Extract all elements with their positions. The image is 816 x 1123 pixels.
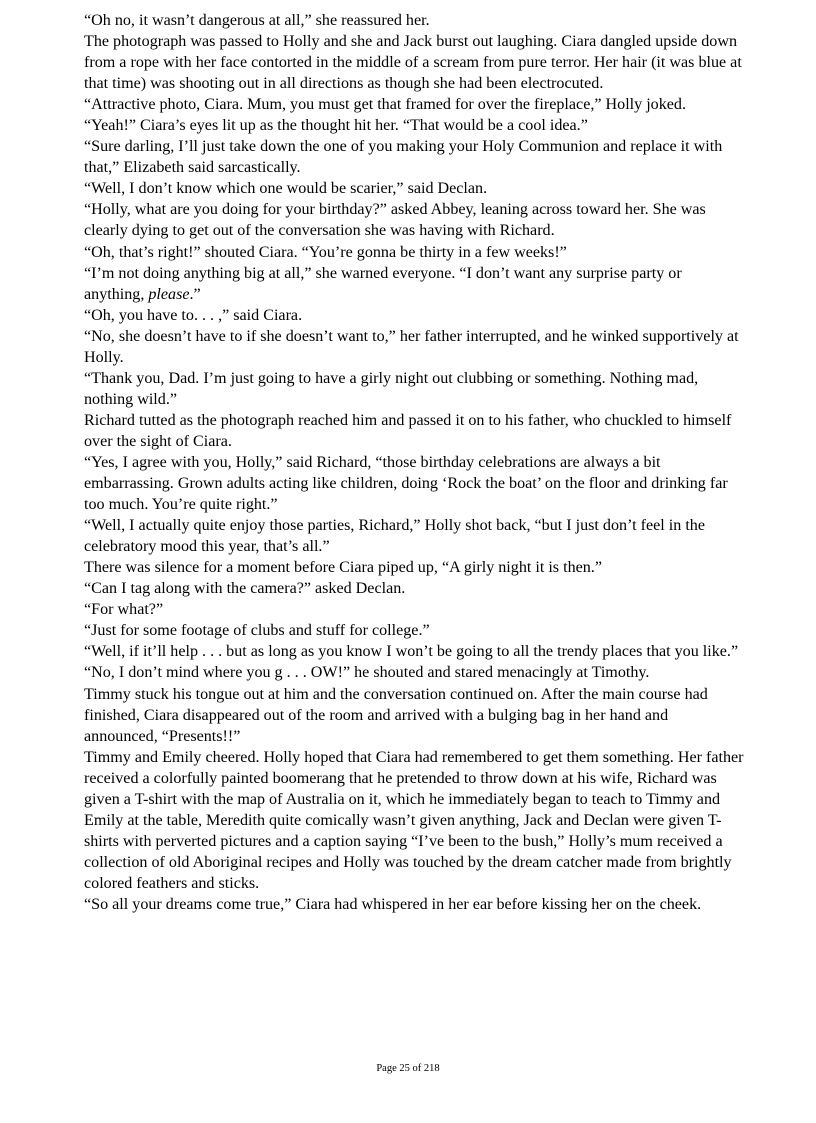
paragraph: Timmy stuck his tongue out at him and the conversation continued on. After the main course had finished, Ciara disappeared out of the room and arrived with a bulging bag in her hand and announced, “Presents!!” (84, 685, 708, 745)
paragraph: “No, I don’t mind where you g . . . OW!” he shouted and stared menacingly at Timothy. (84, 664, 650, 682)
paragraph: “Just for some footage of clubs and stuff for college.” (84, 622, 430, 640)
paragraph: Timmy and Emily cheered. Holly hoped that Ciara had remembered to get them something. Her father received a colorfully painted boomerang that he pretended to throw down at his wife, Richard was given a T-shirt with the map of Australia on it, which he immediately began to teach to Timmy and Emily at the table, Meredith quite comically wasn’t given anything, Jack and Declan were given T-shirts with perverted pictures and a caption saying “I’ve been to the bush,” Holly’s mum received a collection of old Aboriginal recipes and Holly was touched by the dream catcher made from brightly colored feathers and sticks. (84, 748, 744, 892)
paragraph: “So all your dreams come true,” Ciara had whispered in her ear before kissing her on the cheek. (84, 895, 702, 913)
paragraph: “Sure darling, I’ll just take down the one of you making your Holy Communion and replace it with that,” Elizabeth said sarcastically. (84, 138, 723, 177)
paragraph: “Well, if it’ll help . . . but as long as you know I won’t be going to all the trendy places that you like.” (84, 643, 739, 661)
paragraph: “No, she doesn’t have to if she doesn’t want to,” her father interrupted, and he winked supportively at Holly. (84, 327, 739, 366)
paragraph: “Oh, that’s right!” shouted Ciara. “You’re gonna be thirty in a few weeks!” (84, 243, 567, 261)
paragraph (84, 263, 744, 305)
paragraph: “Oh, you have to. . . ,” said Ciara. (84, 306, 303, 324)
paragraph: “Thank you, Dad. I’m just going to have a girly night out clubbing or something. Nothing mad, nothing wild.” (84, 369, 699, 408)
paragraph: The photograph was passed to Holly and she and Jack burst out laughing. Ciara dangled upside down from a rope with her face contorted in the middle of a scream from pure terror. Her hair (it was blue at that time) was shooting out in all directions as though she had been electrocuted. (84, 33, 742, 93)
emphasis-text: please (148, 285, 190, 303)
paragraph: “Can I tag along with the camera?” asked Declan. (84, 580, 406, 598)
paragraph: “Yes, I agree with you, Holly,” said Richard, “those birthday celebrations are always a bit embarrassing. Grown adults acting like children, doing ‘Rock the boat’ on the floor and drinking far too much. You’re quite right.” (84, 453, 728, 514)
paragraph-text-end: .” (189, 285, 201, 303)
page-number: Page 25 of 218 (376, 1063, 440, 1074)
paragraph: “For what?” (84, 601, 164, 619)
body-text (84, 10, 744, 915)
paragraph: Richard tutted as the photograph reached him and passed it on to his father, who chuckled to himself over the sight of Ciara. (84, 411, 732, 450)
paragraph: “Attractive photo, Ciara. Mum, you must get that framed for over the fireplace,” Holly joked. (84, 96, 686, 114)
paragraph-text: “I’m not doing anything big at all,” she warned everyone. “I don’t want any surprise party or anything, (84, 264, 682, 303)
paragraph: There was silence for a moment before Ciara piped up, “A girly night it is then.” (84, 559, 602, 577)
paragraph: “Well, I don’t know which one would be scarier,” said Declan. (84, 180, 488, 198)
paragraph: “Oh no, it wasn’t dangerous at all,” she reassured her. (84, 12, 430, 29)
paragraph: “Well, I actually quite enjoy those parties, Richard,” Holly shot back, “but I just don’t feel in the celebratory mood this year, that’s all.” (84, 517, 705, 556)
paragraph: “Yeah!” Ciara’s eyes lit up as the thought hit her. “That would be a cool idea.” (84, 117, 588, 135)
paragraph: “Holly, what are you doing for your birthday?” asked Abbey, leaning across toward her. She was clearly dying to get out of the conversation she was having with Richard. (84, 201, 706, 240)
